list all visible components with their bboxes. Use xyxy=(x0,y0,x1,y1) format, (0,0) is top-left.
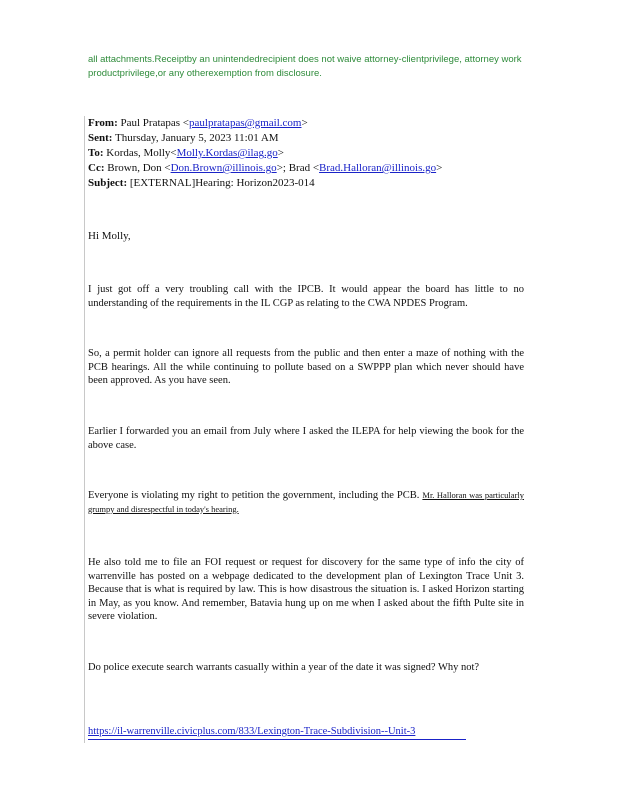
paragraph-4-underlined: Mr. Halloran was particularly grumpy and disrespectful in today's hearing. xyxy=(88,490,525,514)
quote-divider xyxy=(84,116,85,743)
paragraph-4-main: Everyone is violating my right to petition the government, including the PCB. xyxy=(88,490,420,501)
subject-value: [EXTERNAL]Hearing: Horizon2023-014 xyxy=(129,177,315,189)
subject-label: Subject: xyxy=(88,177,128,189)
cc-mid: >; Brad < xyxy=(276,162,320,174)
cc-line xyxy=(88,161,548,176)
paragraph-6: Do police execute search warrants casually within a year of the date it was signed? Why not? xyxy=(88,662,480,673)
to-end: > xyxy=(277,147,284,159)
from-email-link[interactable]: paulpratapas@gmail.com xyxy=(189,117,302,129)
to-line xyxy=(88,146,548,161)
confidentiality-disclaimer: all attachments.Receiptby an unintendedrecipient does not waive attorney-clientprivilege, attorney work productprivilege,or any otherexemption from disclosure. xyxy=(88,54,522,79)
sent-value: Thursday, January 5, 2023 11:01 AM xyxy=(115,132,279,144)
cc-email-link-2[interactable]: Brad.Halloran@illinois.go xyxy=(319,162,437,174)
from-label: From: xyxy=(88,117,118,129)
from-name: Paul Pratapas < xyxy=(120,117,190,129)
cc-name: Brown, Don < xyxy=(107,162,171,174)
sent-line xyxy=(88,131,548,146)
cc-email-link-1[interactable]: Don.Brown@illinois.go xyxy=(170,162,277,174)
warrenville-url-link[interactable]: https://il-warrenville.civicplus.com/833/Lexington-Trace-Subdivision--Unit-3 xyxy=(88,726,416,737)
to-name: Kordas, Molly< xyxy=(106,147,177,159)
cc-end: > xyxy=(436,162,443,174)
to-email-link[interactable]: Molly.Kordas@ilag.go xyxy=(176,147,278,159)
paragraph-4 xyxy=(88,489,524,516)
sent-label: Sent: xyxy=(88,132,113,144)
to-label: To: xyxy=(88,147,104,159)
paragraph-3: Earlier I forwarded you an email from July where I asked the ILEPA for help viewing the book for the above case. xyxy=(88,426,524,451)
cc-label: Cc: xyxy=(88,162,105,174)
greeting: Hi Molly, xyxy=(88,230,131,242)
paragraph-2: So, a permit holder can ignore all requests from the public and then enter a maze of nothing with the PCB hearings. All the while continuing to pollute based on a SWPPP plan which never should have been approved. As you have seen. xyxy=(88,348,524,386)
from-end: > xyxy=(301,117,308,129)
subject-line xyxy=(88,176,548,191)
from-line xyxy=(88,116,548,131)
paragraph-5: He also told me to file an FOI request or request for discovery for the same type of info the city of warrenville has posted on a webpage dedicated to the development plan of Lexington Trace Unit 3. Because that is what is required by law. This is how disastrous the situation is. I asked Horizon starting in May, as you know. And remember, Batavia hung up on me when I asked about the fifth Pulte site in severe violation. xyxy=(88,557,524,622)
paragraph-1: I just got off a very troubling call with the IPCB. It would appear the board has little to no understanding of the requirements in the IL CGP as relating to the CWA NPDES Program. xyxy=(88,284,524,309)
url-underline xyxy=(88,739,466,740)
